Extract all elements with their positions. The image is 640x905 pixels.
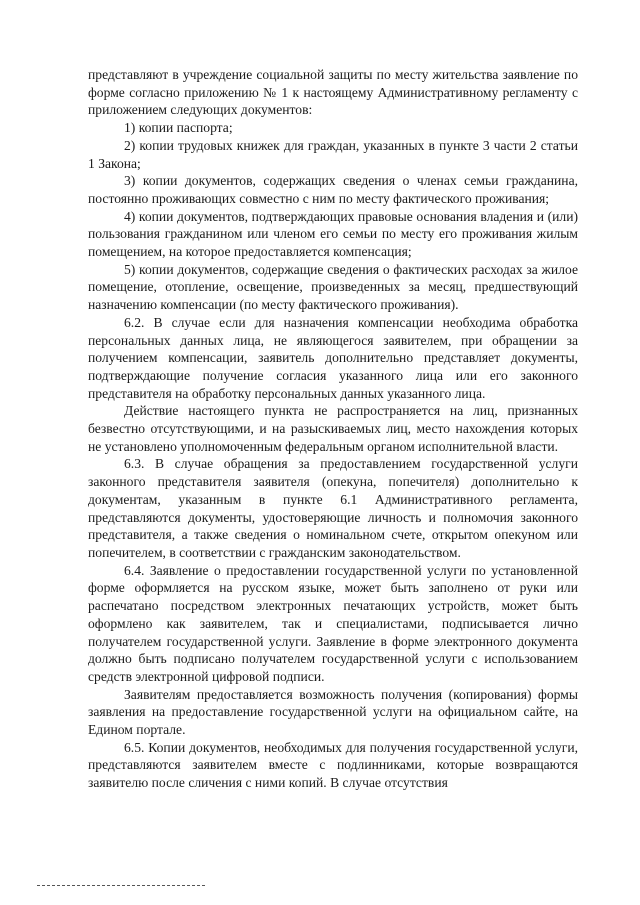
paragraph-6-4: 6.4. Заявление о предоставлении государственной услуги по установленной форме оформляется на русском языке, может быть заполнено от руки или распечатано посредством электронных печатающих устройств, может быть оформлено как заявителем, так и специалистами, подписывается лично получателем государственной услуги. Заявление в форме электронного документа должно быть подписано получателем государственной услуги с использованием средств электронной цифровой подписи. <box>88 562 578 684</box>
list-item-expenses: 5) копии документов, содержащие сведения о фактических расходах за жилое помещение, отопление, освещение, произведенных за месяц, предшествующий назначению компенсации (по месту фактического проживания). <box>88 261 578 313</box>
list-item-family-members: 3) копии документов, содержащих сведения о членах семьи гражданина, постоянно проживающих совместно с ним по месту фактического проживания; <box>88 173 578 206</box>
intro-paragraph: представляют в учреждение социальной защиты по месту жительства заявление по форме согласно приложению № 1 к настоящему Административному регламенту с приложением следующих документов: <box>88 67 578 118</box>
list-item-passport: 1) копии паспорта; <box>124 120 233 136</box>
footer-rule <box>37 885 205 886</box>
document-page <box>88 66 578 792</box>
paragraph-6-4-form-copy: Заявителям предоставляется возможность получения (копирования) формы заявления на предоставление государственной услуги на официальном сайте, на Едином портале. <box>88 686 578 738</box>
paragraph-6-2: 6.2. В случае если для назначения компенсации необходима обработка персональных данных лица, не являющегося заявителем, при обращении за получением компенсации, заявитель дополнительно представляет документы, подтверждающие получение согласия указанного лица или его законного представителя на обработку персональных данных указанного лица. <box>88 314 578 401</box>
paragraph-6-5: 6.5. Копии документов, необходимых для получения государственной услуги, представляются заявителем вместе с подлинниками, которые возвращаются заявителю после сличения с ними копий. В случае отсутствия <box>88 739 578 791</box>
paragraph-6-2-exception: Действие настоящего пункта не распространяется на лиц, признанных безвестно отсутствующими, и на разыскиваемых лиц, место нахождения которых не установлено уполномоченным федеральным органом исполнительной власти. <box>88 403 578 454</box>
list-item-housing-rights: 4) копии документов, подтверждающих правовые основания владения и (или) пользования гражданином или членом его семьи по месту его проживания жилым помещением, на которое предоставляется компенсация; <box>88 208 578 260</box>
list-item-work-books: 2) копии трудовых книжек для граждан, указанных в пункте 3 части 2 статьи 1 Закона; <box>88 137 578 171</box>
paragraph-6-3: 6.3. В случае обращения за предоставлением государственной услуги законного представителя заявителя (опекуна, попечителя) дополнительно к документам, указанным в пункте 6.1 Административного регламента, представляются документы, удостоверяющие личность и полномочия законного представителя, а также сведения о номинальном счете, открытом опекуном или попечителем, в соответствии с гражданским законодательством. <box>88 456 578 560</box>
